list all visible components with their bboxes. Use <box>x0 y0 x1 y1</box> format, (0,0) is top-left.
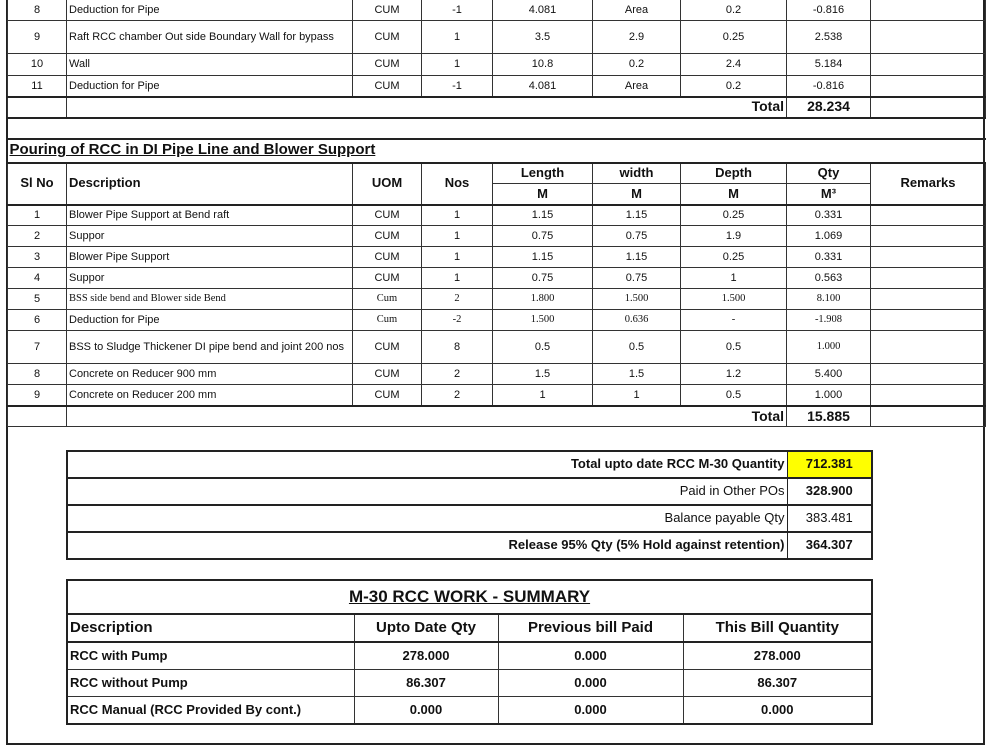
cell-sl: 4 <box>8 268 67 289</box>
table-row <box>8 331 986 364</box>
cell-depth: 2.4 <box>681 54 787 76</box>
cell-depth: 0.5 <box>681 331 787 364</box>
header-width: width <box>593 163 681 184</box>
cell-width: 1 <box>593 385 681 406</box>
cell-uom: CUM <box>353 268 422 289</box>
cell-desc: Concrete on Reducer 900 mm <box>67 364 353 385</box>
cell-uom: CUM <box>353 54 422 76</box>
cell-nos: 8 <box>422 331 493 364</box>
cell-nos: -2 <box>422 310 493 331</box>
cell-qty: -1.908 <box>787 310 871 331</box>
cell-desc: BSS side bend and Blower side Bend <box>67 289 353 310</box>
cell-uom: CUM <box>353 331 422 364</box>
cell-depth: 0.2 <box>681 76 787 97</box>
cell-sl: 8 <box>8 0 67 21</box>
cell-depth: 0.25 <box>681 21 787 54</box>
cell-remarks <box>871 268 986 289</box>
cell-width: 2.9 <box>593 21 681 54</box>
quantity-row <box>67 451 872 478</box>
cell-nos: 2 <box>422 364 493 385</box>
summary-row <box>67 670 872 697</box>
cell-desc: Deduction for Pipe <box>67 0 353 21</box>
table-row <box>8 268 986 289</box>
cell-nos: -1 <box>422 0 493 21</box>
cell-sl: 6 <box>8 310 67 331</box>
cell-depth: 0.5 <box>681 385 787 406</box>
section-title-row <box>8 139 986 163</box>
cell-sl: 10 <box>8 54 67 76</box>
cell-desc: Blower Pipe Support <box>67 247 353 268</box>
cell-qty: 1.069 <box>787 226 871 247</box>
summary-cell: 0.000 <box>354 697 498 725</box>
table-row <box>8 289 986 310</box>
cell-uom: CUM <box>353 226 422 247</box>
cell-depth: 1.500 <box>681 289 787 310</box>
summary-cell: 278.000 <box>354 642 498 670</box>
table-row <box>8 226 986 247</box>
cell-uom: CUM <box>353 76 422 97</box>
quantity-row <box>67 532 872 559</box>
quantity-value: 383.481 <box>787 505 872 532</box>
table-row <box>8 54 986 76</box>
cell-sl: 9 <box>8 21 67 54</box>
header-remarks: Remarks <box>871 163 986 205</box>
cell-uom: Cum <box>353 310 422 331</box>
spacer-row <box>8 118 986 139</box>
cell-remarks <box>871 310 986 331</box>
total-value: 28.234 <box>787 97 871 118</box>
summary-cell: RCC with Pump <box>67 642 354 670</box>
unit-qty: M³ <box>787 184 871 205</box>
quantity-label: Release 95% Qty (5% Hold against retention) <box>67 532 787 559</box>
cell-width: Area <box>593 76 681 97</box>
cell-desc: Blower Pipe Support at Bend raft <box>67 205 353 226</box>
cell-qty: 5.400 <box>787 364 871 385</box>
s1-total-row <box>8 97 986 118</box>
cell-depth: 1.2 <box>681 364 787 385</box>
quantity-row <box>67 505 872 532</box>
cell-nos: 1 <box>422 205 493 226</box>
cell-nos: 1 <box>422 268 493 289</box>
cell-qty: 0.331 <box>787 247 871 268</box>
cell-desc: Deduction for Pipe <box>67 310 353 331</box>
cell-qty: 2.538 <box>787 21 871 54</box>
header-qty: Qty <box>787 163 871 184</box>
table-row <box>8 310 986 331</box>
cell-uom: CUM <box>353 385 422 406</box>
summary-cell: 86.307 <box>354 670 498 697</box>
cell-sl: 2 <box>8 226 67 247</box>
cell-nos: 1 <box>422 21 493 54</box>
cell-remarks <box>871 205 986 226</box>
s2-total-row <box>8 406 986 427</box>
quantity-row <box>67 478 872 505</box>
header-row <box>8 163 986 184</box>
summary-title-row <box>67 580 872 614</box>
table-row <box>8 0 986 21</box>
cell-length: 1 <box>493 385 593 406</box>
summary-header: Previous bill Paid <box>498 614 683 642</box>
cell-width: 1.5 <box>593 364 681 385</box>
cell-nos: 2 <box>422 385 493 406</box>
cell-width: 0.636 <box>593 310 681 331</box>
cell-width: 0.2 <box>593 54 681 76</box>
summary-title: M-30 RCC WORK - SUMMARY <box>67 580 872 614</box>
cell-remarks <box>871 226 986 247</box>
cell-depth: 0.2 <box>681 0 787 21</box>
cell-desc: Concrete on Reducer 200 mm <box>67 385 353 406</box>
table-row <box>8 21 986 54</box>
cell-depth: 1.9 <box>681 226 787 247</box>
table-row <box>8 76 986 97</box>
quantity-label: Total upto date RCC M-30 Quantity <box>67 451 787 478</box>
unit-depth: M <box>681 184 787 205</box>
cell-remarks <box>871 289 986 310</box>
cell-desc: Raft RCC chamber Out side Boundary Wall for bypass <box>67 21 353 54</box>
cell-desc: Deduction for Pipe <box>67 76 353 97</box>
total-label: Total <box>67 97 787 118</box>
cell-length: 0.5 <box>493 331 593 364</box>
cell-depth: - <box>681 310 787 331</box>
summary-cell: RCC Manual (RCC Provided By cont.) <box>67 697 354 725</box>
cell-length: 4.081 <box>493 0 593 21</box>
cell-qty: 1.000 <box>787 331 871 364</box>
unit-length: M <box>493 184 593 205</box>
quantity-value: 364.307 <box>787 532 872 559</box>
cell-width: 0.75 <box>593 268 681 289</box>
table-row <box>8 205 986 226</box>
empty-cell <box>871 97 986 118</box>
cell-length: 1.15 <box>493 205 593 226</box>
cell-depth: 0.25 <box>681 205 787 226</box>
cell-uom: CUM <box>353 205 422 226</box>
cell-sl: 5 <box>8 289 67 310</box>
cell-width: 1.15 <box>593 205 681 226</box>
summary-cell: 86.307 <box>683 670 872 697</box>
summary-cell: 0.000 <box>683 697 872 725</box>
cell-qty: -0.816 <box>787 0 871 21</box>
quantity-value: 712.381 <box>787 451 872 478</box>
cell-length: 1.500 <box>493 310 593 331</box>
table-row <box>8 385 986 406</box>
cell-sl: 1 <box>8 205 67 226</box>
cell-width: 0.75 <box>593 226 681 247</box>
summary-row <box>67 697 872 725</box>
header-length: Length <box>493 163 593 184</box>
cell-remarks <box>871 247 986 268</box>
cell-length: 1.5 <box>493 364 593 385</box>
header-uom: UOM <box>353 163 422 205</box>
cell-sl: 11 <box>8 76 67 97</box>
empty-cell <box>8 406 67 427</box>
cell-depth: 1 <box>681 268 787 289</box>
summary-cell: 0.000 <box>498 642 683 670</box>
empty-cell <box>871 406 986 427</box>
summary-cell: 0.000 <box>498 670 683 697</box>
summary-header: Upto Date Qty <box>354 614 498 642</box>
cell-remarks <box>871 0 986 21</box>
cell-desc: BSS to Sludge Thickener DI pipe bend and joint 200 nos <box>67 331 353 364</box>
summary-header: Description <box>67 614 354 642</box>
cell-nos: 2 <box>422 289 493 310</box>
table-row <box>8 247 986 268</box>
cell-nos: 1 <box>422 247 493 268</box>
cell-uom: CUM <box>353 364 422 385</box>
cell-qty: 8.100 <box>787 289 871 310</box>
cell-length: 10.8 <box>493 54 593 76</box>
cell-sl: 3 <box>8 247 67 268</box>
cell-length: 1.800 <box>493 289 593 310</box>
cell-depth: 0.25 <box>681 247 787 268</box>
unit-width: M <box>593 184 681 205</box>
cell-length: 4.081 <box>493 76 593 97</box>
cell-remarks <box>871 331 986 364</box>
cell-width: Area <box>593 0 681 21</box>
cell-length: 1.15 <box>493 247 593 268</box>
summary-header: This Bill Quantity <box>683 614 872 642</box>
summary-cell: 0.000 <box>498 697 683 725</box>
cell-nos: 1 <box>422 54 493 76</box>
quantity-summary-box <box>66 450 873 560</box>
cell-remarks <box>871 54 986 76</box>
section-title: Pouring of RCC in DI Pipe Line and Blower Support <box>8 139 986 163</box>
cell-remarks <box>871 76 986 97</box>
rcc-work-summary <box>66 579 873 725</box>
cell-width: 1.15 <box>593 247 681 268</box>
cell-length: 3.5 <box>493 21 593 54</box>
summary-cell: RCC without Pump <box>67 670 354 697</box>
header-sl: Sl No <box>8 163 67 205</box>
cell-sl: 9 <box>8 385 67 406</box>
cell-desc: Suppor <box>67 226 353 247</box>
cell-length: 0.75 <box>493 226 593 247</box>
cell-length: 0.75 <box>493 268 593 289</box>
cell-desc: Wall <box>67 54 353 76</box>
cell-sl: 7 <box>8 331 67 364</box>
summary-header-row <box>67 614 872 642</box>
cell-qty: 5.184 <box>787 54 871 76</box>
cell-remarks <box>871 385 986 406</box>
cell-width: 0.5 <box>593 331 681 364</box>
cell-qty: 1.000 <box>787 385 871 406</box>
cell-qty: -0.816 <box>787 76 871 97</box>
quantity-value: 328.900 <box>787 478 872 505</box>
cell-desc: Suppor <box>67 268 353 289</box>
cell-remarks <box>871 364 986 385</box>
total-value: 15.885 <box>787 406 871 427</box>
total-label: Total <box>67 406 787 427</box>
cell-width: 1.500 <box>593 289 681 310</box>
cell-remarks <box>871 21 986 54</box>
cell-uom: CUM <box>353 247 422 268</box>
cell-nos: 1 <box>422 226 493 247</box>
empty-cell <box>8 97 67 118</box>
header-depth: Depth <box>681 163 787 184</box>
cell-sl: 8 <box>8 364 67 385</box>
quantity-label: Balance payable Qty <box>67 505 787 532</box>
cell-qty: 0.563 <box>787 268 871 289</box>
cell-uom: CUM <box>353 0 422 21</box>
cell-nos: -1 <box>422 76 493 97</box>
table-row <box>8 364 986 385</box>
cell-uom: Cum <box>353 289 422 310</box>
cell-uom: CUM <box>353 21 422 54</box>
header-nos: Nos <box>422 163 493 205</box>
measurement-table <box>7 0 986 427</box>
header-description: Description <box>67 163 353 205</box>
summary-row <box>67 642 872 670</box>
cell-qty: 0.331 <box>787 205 871 226</box>
summary-cell: 278.000 <box>683 642 872 670</box>
quantity-label: Paid in Other POs <box>67 478 787 505</box>
